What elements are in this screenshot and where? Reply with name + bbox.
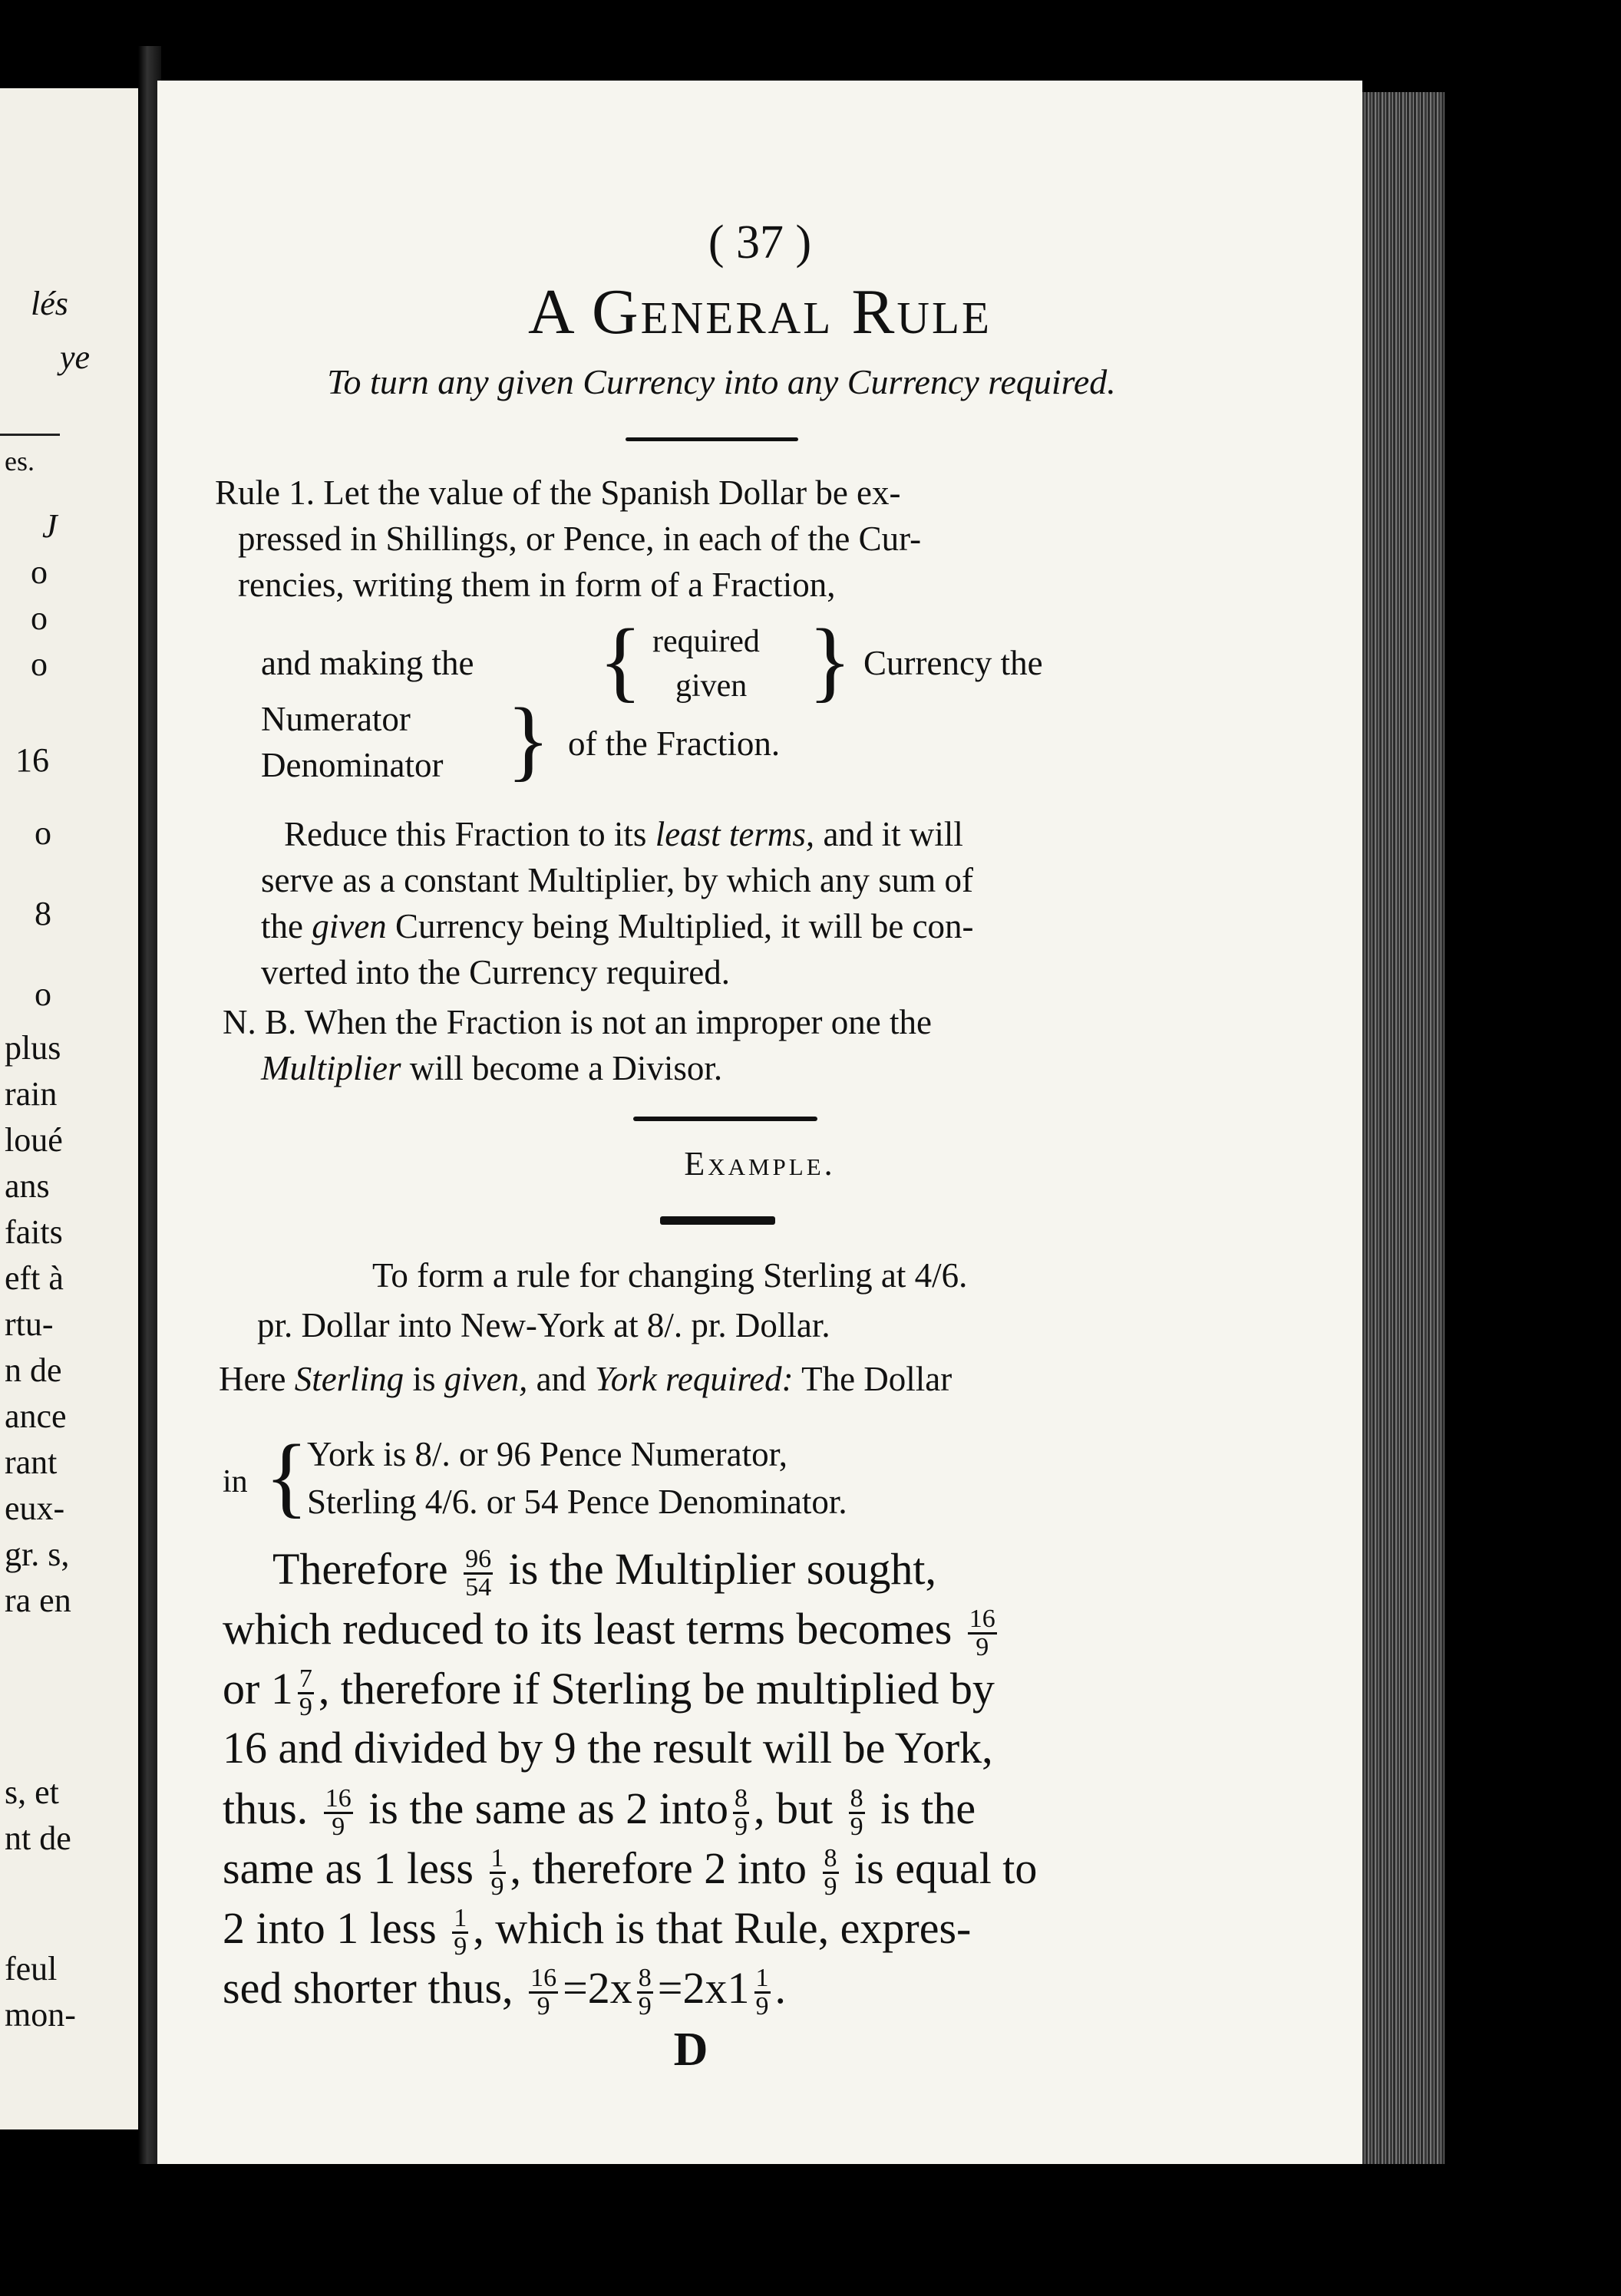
paragraph-line: verted into the Currency required. xyxy=(261,953,731,991)
sterling-line: Sterling 4/6. or 54 Pence Denominator. xyxy=(307,1483,847,1521)
left-text: s, et xyxy=(5,1773,59,1811)
therefore-line: 16 and divided by 9 the result will be York, xyxy=(223,1723,993,1773)
left-text: ra en xyxy=(5,1582,71,1619)
page-subtitle: To turn any given Currency into any Currency required. xyxy=(327,362,1116,401)
of-fraction: of the Fraction. xyxy=(568,724,781,763)
therefore-line: or 1 $\frac{7}{9}$ , therefore if Sterling be multiplied by xyxy=(223,1663,995,1721)
signature-mark: D xyxy=(673,2024,708,2076)
left-text: 8 xyxy=(35,895,51,932)
therefore-line: thus. $\frac{16}{9}$ is the same as 2 into $\frac{8}{9}$ , but $\frac{8}{9}$ is the xyxy=(223,1783,976,1841)
left-text: eux- xyxy=(5,1489,65,1527)
left-text: ance xyxy=(5,1397,67,1435)
paragraph-line: serve as a constant Multiplier, by which any sum of xyxy=(261,861,973,899)
fraction-8-9: $\frac{8}{9}$ xyxy=(638,1964,652,2021)
page-number: ( 37 ) xyxy=(708,216,812,269)
page-title: A General Rule xyxy=(527,276,992,348)
fraction-16-9: $\frac{16}{9}$ xyxy=(969,1605,995,1661)
fraction-1-9: $\frac{1}{9}$ xyxy=(755,1964,769,2021)
left-text: ye xyxy=(60,338,91,376)
making-prefix: and making the xyxy=(261,644,474,682)
left-text: J xyxy=(42,507,58,545)
left-text: faits xyxy=(5,1213,63,1251)
example-line: To form a rule for changing Sterling at 4/6. xyxy=(372,1256,968,1295)
in-label: in xyxy=(223,1464,248,1499)
left-text: es. xyxy=(5,446,35,477)
nb-line: N. B. When the Fraction is not an improper one the xyxy=(223,1003,932,1041)
fraction-7-9: $\frac{7}{9}$ xyxy=(299,1664,312,1721)
making-suffix: Currency the xyxy=(863,644,1043,682)
nb-line: Multiplier will become a Divisor. xyxy=(261,1049,723,1087)
rule-line: rencies, writing them in form of a Fraction, xyxy=(238,566,836,604)
left-text: rain xyxy=(5,1075,58,1113)
fraction-96-54: $\frac{96}{54}$ xyxy=(465,1545,492,1602)
right-brace: } xyxy=(808,610,852,711)
fraction-16-9: $\frac{16}{9}$ xyxy=(325,1784,352,1841)
fraction-16-9: $\frac{16}{9}$ xyxy=(530,1964,557,2021)
example-line: pr. Dollar into New-York at 8/. pr. Dollar. xyxy=(257,1306,830,1344)
left-text: rant xyxy=(5,1443,58,1481)
left-brace: { xyxy=(265,1426,309,1526)
brace-required: required xyxy=(652,624,760,659)
denominator-word: Denominator xyxy=(261,746,444,784)
therefore-line: same as 1 less $\frac{1}{9}$ , therefore 2 into $\frac{8}{9}$ is equal to xyxy=(223,1842,1038,1901)
fraction-8-9: $\frac{8}{9}$ xyxy=(734,1784,748,1841)
left-text: eft à xyxy=(5,1259,64,1297)
paragraph-line: the given Currency being Multiplied, it will be con- xyxy=(261,907,974,945)
therefore-line: sed shorter thus, $\frac{16}{9}$ =2x $\frac{8}{9}$ =2x1 $\frac{1}{9}$ . xyxy=(223,1962,786,2021)
left-text: o xyxy=(31,645,48,683)
example-line: Here Sterling is given, and York required: The Dollar xyxy=(219,1360,952,1398)
rule-line: Rule 1. Let the value of the Spanish Dollar be ex- xyxy=(215,473,901,512)
therefore-line: Therefore $\frac{96}{54}$ is the Multiplier sought, xyxy=(272,1543,937,1602)
left-text: loué xyxy=(5,1121,63,1159)
numerator-word: Numerator xyxy=(261,700,411,738)
therefore-line: 2 into 1 less $\frac{1}{9}$ , which is that Rule, expres- xyxy=(223,1902,972,1961)
left-text: o xyxy=(35,814,51,852)
left-text: o xyxy=(31,599,48,637)
left-divider xyxy=(0,434,60,436)
section-divider xyxy=(660,1216,775,1225)
left-text: plus xyxy=(5,1029,61,1067)
left-text: mon- xyxy=(5,1996,76,2034)
left-text: 16 xyxy=(15,741,49,779)
fraction-8-9: $\frac{8}{9}$ xyxy=(824,1844,837,1901)
left-text: ans xyxy=(5,1167,50,1205)
paragraph-line: Reduce this Fraction to its least terms, and it will xyxy=(284,815,963,853)
york-line: York is 8/. or 96 Pence Numerator, xyxy=(307,1435,788,1473)
left-text: feul xyxy=(5,1950,58,1988)
previous-page-fragment xyxy=(0,88,140,2129)
left-text: o xyxy=(35,975,51,1013)
page-edges xyxy=(1359,92,1444,2164)
example-heading: Example. xyxy=(684,1145,836,1183)
fraction-1-9: $\frac{1}{9}$ xyxy=(490,1844,504,1901)
title-divider xyxy=(626,437,798,441)
left-text: lés xyxy=(31,285,68,322)
fraction-1-9: $\frac{1}{9}$ xyxy=(454,1904,467,1961)
left-text: gr. s, xyxy=(5,1536,70,1573)
left-brace: { xyxy=(599,610,642,711)
right-brace: } xyxy=(507,689,550,790)
fraction-8-9: $\frac{8}{9}$ xyxy=(850,1784,863,1841)
left-text: o xyxy=(31,553,48,591)
therefore-line: which reduced to its least terms becomes $\frac{16}{9}$ xyxy=(223,1603,995,1661)
left-text: n de xyxy=(5,1351,62,1389)
rule-line: pressed in Shillings, or Pence, in each of the Cur- xyxy=(238,520,922,558)
left-text: nt de xyxy=(5,1819,71,1857)
book-page xyxy=(157,81,1362,2164)
brace-given: given xyxy=(675,668,748,704)
left-text: rtu- xyxy=(5,1305,54,1343)
section-divider xyxy=(633,1117,817,1121)
